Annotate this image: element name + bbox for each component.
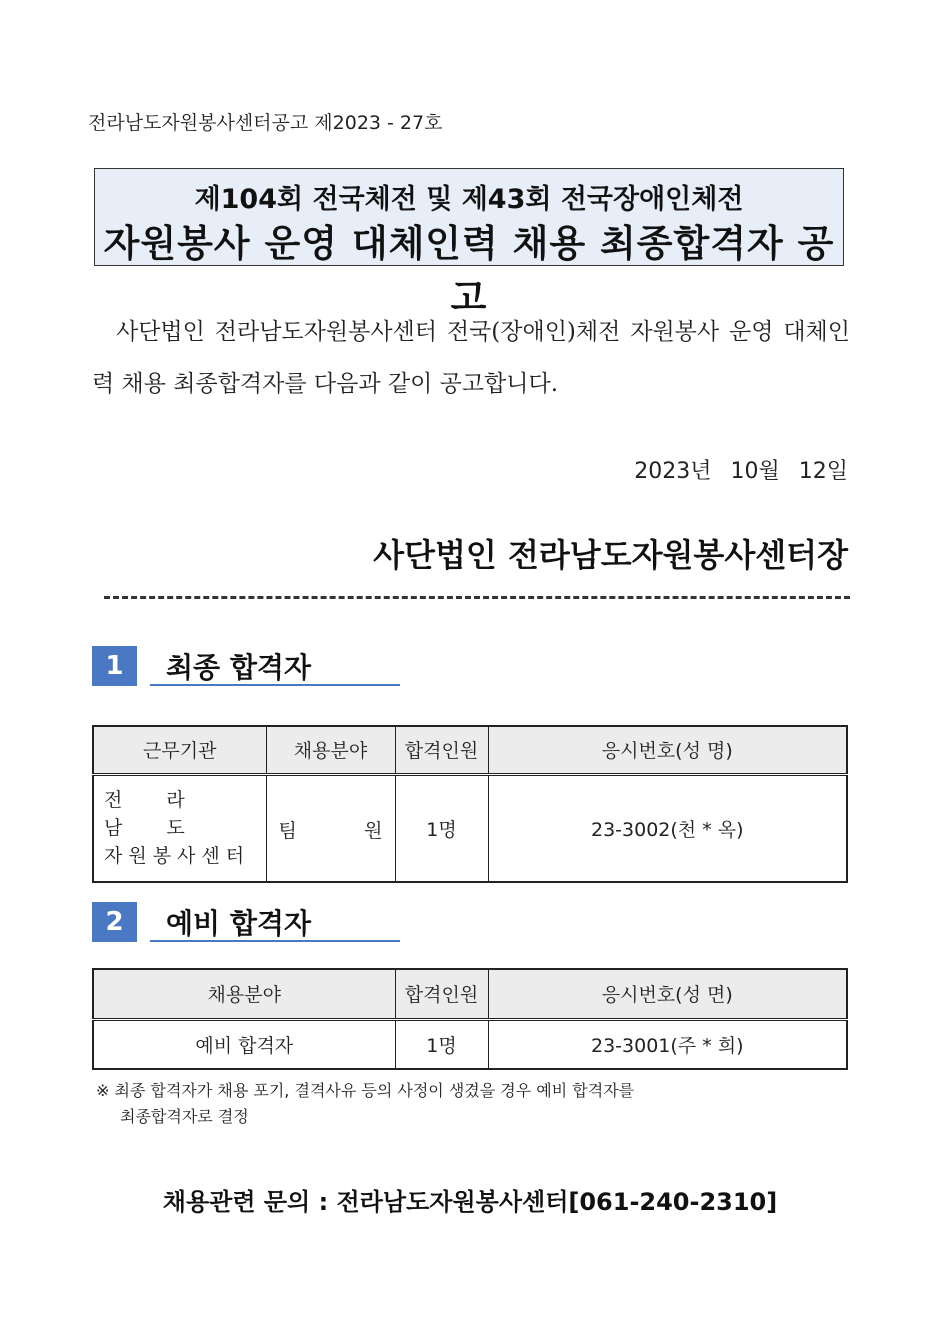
field-cell: 예비 합격자 [93,1019,395,1069]
section-1-number: 1 [92,646,137,686]
table-header: 응시번호(성 명) [488,726,847,774]
applicant-number-cell: 23-3001(주 * 희) [488,1019,847,1069]
field-text-b: 원 [364,819,383,842]
title-line-2: 자원봉사 운영 대체인력 채용 최종합격자 공고 [103,222,835,319]
section-2-underline [150,940,400,942]
title-box [94,168,844,319]
table-row [93,1019,847,1069]
section-1-title: 최종 합격자 [166,651,311,684]
contact-info: 채용관련 문의 : 전라남도자원봉사센터[061-240-2310] [162,1188,778,1216]
announcement-date: 2023년 10월 12일 [634,459,848,484]
field-cell [266,774,395,882]
table-header: 채용분야 [266,726,395,774]
footnote-line-1: ※ 최종 합격자가 채용 포기, 결격사유 등의 사정이 생겼을 경우 예비 합격자를 [96,1081,635,1100]
table-header: 합격인원 [395,969,488,1019]
reserve-passers-table [92,968,848,1070]
table-header: 합격인원 [395,726,488,774]
table-header: 응시번호(성 면) [488,969,847,1019]
section-1-underline [150,684,400,686]
dashed-divider [104,596,850,599]
footnote-line-2: 최종합격자로 결정 [120,1107,249,1126]
work-org-cell [93,774,266,882]
table-row [93,774,847,882]
document-number: 전라남도자원봉사센터공고 제2023 - 27호 [88,112,443,134]
footnote [96,1078,816,1130]
work-org-line-1: 전 라 남 도 [104,789,204,840]
count-cell: 1명 [395,774,488,882]
title-line-1: 제104회 전국체전 및 제43회 전국장애인체전 [194,184,744,215]
count-cell: 1명 [395,1019,488,1069]
issuing-organization: 사단법인 전라남도자원봉사센터장 [373,536,848,574]
field-text-a: 팀 [278,819,297,842]
announcement-body: 사단법인 전라남도자원봉사센터 전국(장애인)체전 자원봉사 운영 대체인력 채용 최종합격자를 다음과 같이 공고합니다. [92,319,850,397]
table-header: 근무기관 [93,726,266,774]
work-org-line-2: 자원봉사센터 [104,845,251,868]
section-2-title: 예비 합격자 [166,907,311,940]
section-2-number: 2 [92,902,137,942]
table-header: 채용분야 [93,969,395,1019]
applicant-number-cell: 23-3002(천 * 옥) [488,774,847,882]
final-passers-table [92,725,848,883]
